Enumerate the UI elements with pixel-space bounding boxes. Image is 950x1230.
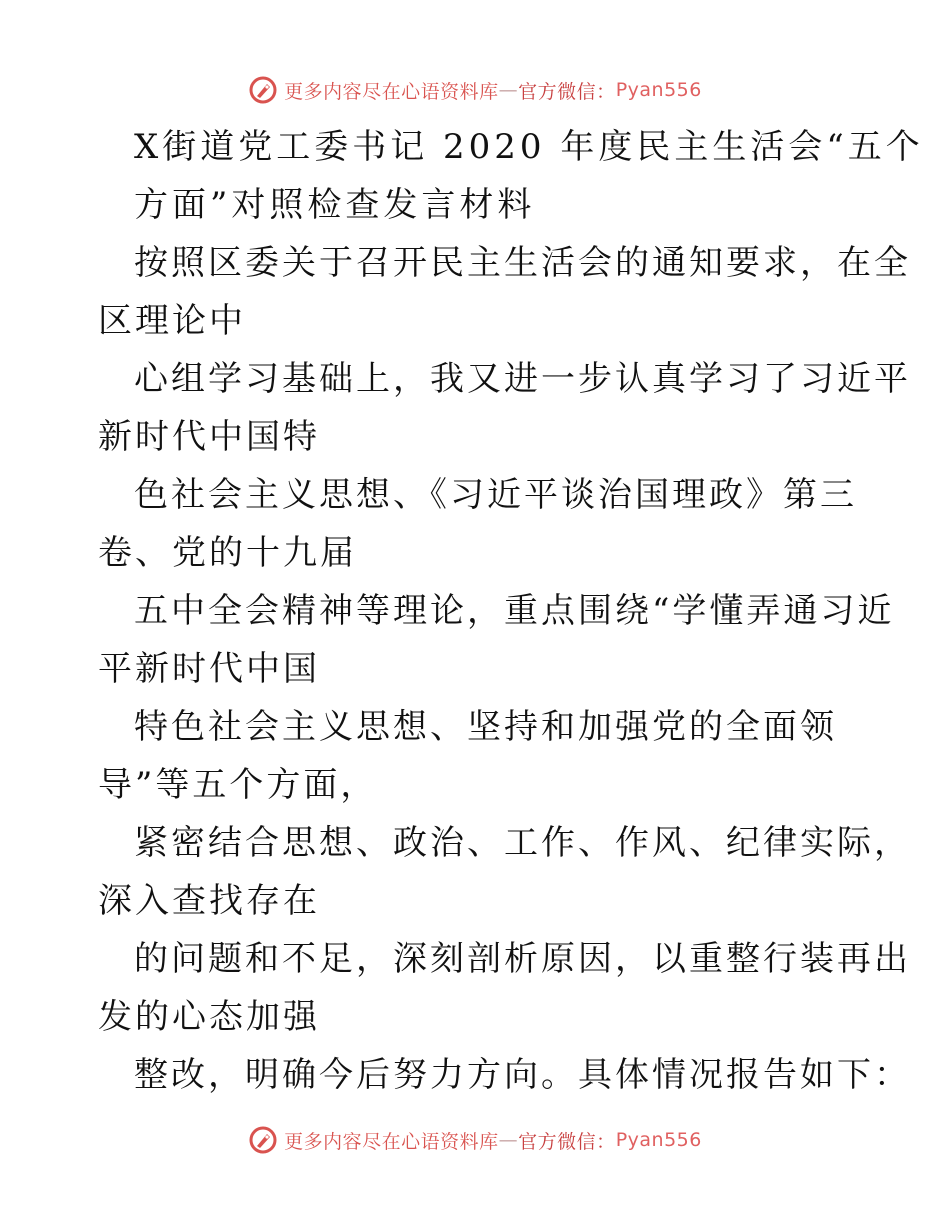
- document-title-line-1: X街道党工委书记 2020 年度民主生活会“五个: [134, 127, 924, 167]
- watermark-separator: —: [498, 1129, 519, 1151]
- watermark-brand: 更多内容尽在心语资料库: [284, 80, 499, 103]
- pen-nib-circle-icon: [248, 75, 278, 105]
- watermark-wechat-id: Pyan556: [615, 1129, 702, 1151]
- watermark-wechat-label: 官方微信：: [518, 1130, 616, 1153]
- watermark-wechat-id: Pyan556: [615, 79, 702, 101]
- paragraph-line: 发的心态加强: [98, 997, 320, 1037]
- paragraph-line: 深入查找存在: [98, 881, 320, 921]
- paragraph-line: 区理论中: [98, 301, 246, 341]
- paragraph-line: 导”等五个方面，: [98, 765, 378, 805]
- document-title-line-2: 方面”对照检查发言材料: [134, 185, 536, 225]
- paragraph-line: 紧密结合思想、政治、工作、作风、纪律实际，: [134, 823, 911, 863]
- pen-nib-circle-icon: [248, 1125, 278, 1155]
- watermark-brand: 更多内容尽在心语资料库: [284, 1130, 499, 1153]
- footer-watermark: [0, 1120, 950, 1160]
- paragraph-line: 色社会主义思想、《习近平谈治国理政》第三: [134, 475, 857, 515]
- document-body: [98, 118, 924, 1104]
- paragraph-line: 五中全会精神等理论，重点围绕“学懂弄通习近: [134, 591, 895, 631]
- paragraph-line: 卷、党的十九届: [98, 533, 357, 573]
- paragraph-line: 特色社会主义思想、坚持和加强党的全面领: [134, 707, 837, 747]
- paragraph-line: 心组学习基础上，我又进一步认真学习了习近平: [134, 359, 911, 399]
- paragraph-line: 新时代中国特: [98, 417, 320, 457]
- watermark-separator: —: [498, 79, 519, 101]
- paragraph-line: 平新时代中国: [98, 649, 320, 689]
- paragraph-line: 的问题和不足，深刻剖析原因，以重整行装再出: [134, 939, 911, 979]
- paragraph-line: 按照区委关于召开民主生活会的通知要求，在全: [134, 243, 911, 283]
- watermark-wechat-label: 官方微信：: [518, 80, 616, 103]
- paragraph-line: 整改，明确今后努力方向。具体情况报告如下：: [134, 1055, 911, 1095]
- header-watermark: [0, 70, 950, 110]
